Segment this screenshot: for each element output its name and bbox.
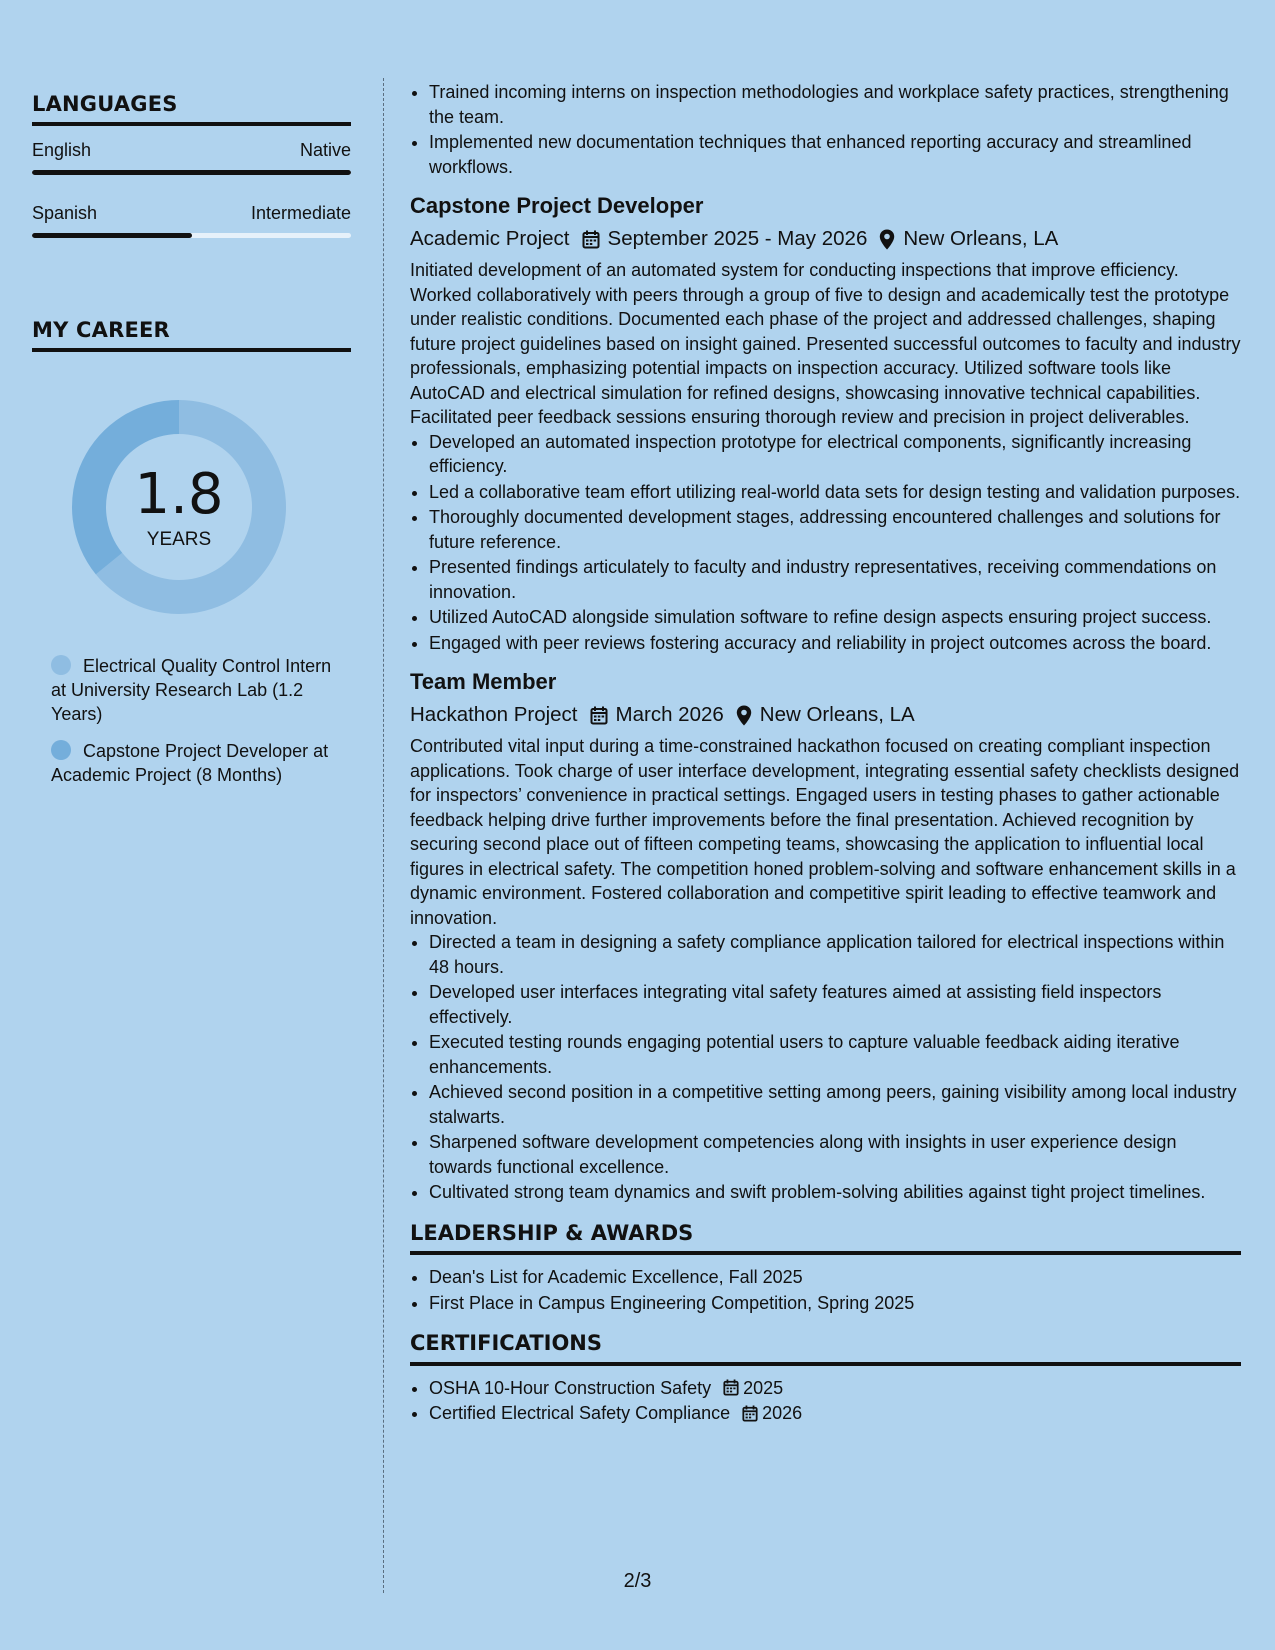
language-english (32, 140, 351, 175)
legend-dot (51, 655, 71, 675)
job-bullet-list (410, 430, 1241, 656)
job-meta (410, 701, 1241, 729)
language-proficiency-bar (32, 170, 351, 175)
calendar-icon (590, 706, 608, 725)
list-item: • Developed user interfaces integrating vital safety features aimed at assisting field inspectors effectively. (429, 980, 1241, 1029)
list-item: • Trained incoming interns on inspection methodologies and workplace safety practices, strengthening the team. (429, 80, 1241, 129)
sidebar (32, 92, 351, 800)
calendar-icon (742, 1405, 758, 1422)
legend-label: Electrical Quality Control Intern at University Research Lab (1.2 Years) (51, 656, 332, 724)
list-item: • Engaged with peer reviews fostering accuracy and reliability in project outcomes across the board. (429, 631, 1241, 656)
list-item: • Achieved second position in a competitive setting among peers, gaining visibility among local industry stalwarts. (429, 1080, 1241, 1129)
intro-bullet-list (410, 80, 1241, 179)
job-title: Team Member (410, 669, 557, 694)
languages-heading: LANGUAGES (32, 92, 351, 126)
calendar-icon (582, 230, 600, 249)
language-proficiency-fill (32, 170, 351, 175)
job-meta (410, 225, 1241, 253)
job-organization: Academic Project (410, 227, 570, 250)
awards-list (410, 1265, 1241, 1315)
cert-name: • OSHA 10-Hour Construction Safety (429, 1377, 712, 1398)
job-bullet-list (410, 930, 1241, 1205)
location-pin-icon (736, 705, 752, 726)
job-dates: March 2026 (615, 703, 724, 726)
awards-heading: LEADERSHIP & AWARDS (410, 1221, 1241, 1256)
page-number: 2/3 (623, 1570, 652, 1592)
language-name: English (32, 140, 92, 160)
list-item: • Executed testing rounds engaging potential users to capture valuable feedback aiding iterative enhancements. (429, 1030, 1241, 1079)
calendar-icon (723, 1379, 739, 1396)
list-item: • First Place in Campus Engineering Competition, Spring 2025 (429, 1291, 1241, 1316)
career-total-years: 1.8 (134, 462, 224, 527)
list-item: • Developed an automated inspection prototype for electrical components, significantly increasing efficiency. (429, 430, 1241, 479)
job-entry (410, 668, 1241, 1205)
career-total-unit: YEARS (146, 529, 212, 550)
list-item: • Cultivated strong team dynamics and swift problem-solving abilities against tight project timelines. (429, 1180, 1241, 1205)
language-proficiency-fill (32, 233, 192, 238)
list-item: • Thoroughly documented development stages, addressing encountered challenges and solutions for future reference. (429, 505, 1241, 554)
column-divider (383, 78, 384, 1593)
certifications-list (410, 1376, 1241, 1426)
list-item (429, 1401, 1241, 1426)
location-pin-icon (879, 229, 895, 250)
cert-name: • Certified Electrical Safety Compliance (429, 1403, 731, 1423)
language-spanish (32, 203, 351, 238)
cert-year: 2025 (743, 1377, 784, 1398)
list-item: • Dean's List for Academic Excellence, Fall 2025 (429, 1265, 1241, 1290)
job-location: New Orleans, LA (903, 227, 1059, 250)
language-level: Native (299, 140, 351, 160)
list-item (429, 1376, 1241, 1401)
legend-label: Capstone Project Developer at Academic Project (8 Months) (51, 741, 329, 785)
job-dates: September 2025 - May 2026 (607, 227, 868, 250)
job-description: Contributed vital input during a time-constrained hackathon focused on creating compliant inspection applications. Took charge of user interface development, integrating essential safety checklists designed for inspectors’ convenience in practical settings. Engaged users in testing phases to gather actionable feedback helping drive further improvements before the final presentation. Achieved recognition by securing second place out of fifteen competing teams, showcasing the application to influential local figures in electrical safety. The competition honed problem-solving and software enhancement skills in a dynamic environment. Fostered collaboration and competitive spirit leading to effective teamwork and innovation. (410, 736, 1240, 928)
job-organization: Hackathon Project (410, 703, 578, 726)
language-level: Intermediate (250, 203, 351, 223)
list-item: • Implemented new documentation techniques that enhanced reporting accuracy and streamlined workflows. (429, 130, 1241, 179)
list-item: • Presented findings articulately to faculty and industry representatives, receiving commendations on innovation. (429, 555, 1241, 604)
career-legend (51, 654, 341, 787)
job-title: Capstone Project Developer (410, 193, 704, 218)
career-legend-item (51, 654, 341, 726)
language-proficiency-bar (32, 233, 351, 238)
list-item: • Sharpened software development competencies along with insights in user experience design towards functional excellence. (429, 1130, 1241, 1179)
cert-year: 2026 (762, 1403, 803, 1423)
career-donut-chart (66, 394, 292, 620)
job-entry (410, 192, 1241, 655)
certifications-heading: CERTIFICATIONS (410, 1331, 1241, 1366)
main-column (410, 80, 1241, 1427)
career-heading: MY CAREER (32, 318, 351, 352)
legend-dot (51, 740, 71, 760)
list-item: • Utilized AutoCAD alongside simulation software to refine design aspects ensuring project success. (429, 605, 1241, 630)
career-legend-item (51, 739, 341, 787)
job-location: New Orleans, LA (759, 703, 915, 726)
list-item: • Directed a team in designing a safety compliance application tailored for electrical inspections within 48 hours. (429, 930, 1241, 979)
job-description: Initiated development of an automated system for conducting inspections that improve efficiency. Worked collaboratively with peers through a group of five to design and academically test the prototype under realistic conditions. Documented each phase of the project and addressed challenges, shaping future project guidelines based on insight gained. Presented successful outcomes to faculty and industry professionals, emphasizing potential impacts on inspection accuracy. Utilized software tools like AutoCAD and electrical simulation for refined designs, showcasing innovative technical capabilities. Facilitated peer feedback sessions ensuring thorough review and precision in project deliverables. (410, 260, 1241, 427)
list-item: • Led a collaborative team effort utilizing real-world data sets for design testing and validation purposes. (429, 480, 1241, 505)
language-name: Spanish (32, 203, 98, 223)
